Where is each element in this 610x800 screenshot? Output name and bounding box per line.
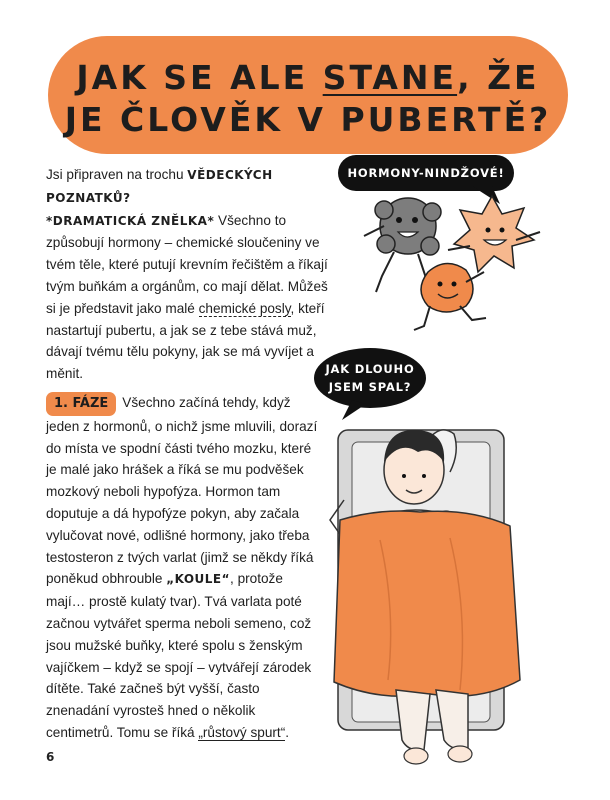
- page-title-line-1: JAK SE ALE STANE, ŽE: [76, 58, 540, 97]
- title-underlined-word: STANE: [322, 58, 458, 97]
- speech-bubble-ninjas-text: HORMONY-NINDŽOVÉ!: [347, 166, 505, 180]
- dashed-term: chemické posly: [198, 300, 291, 316]
- page-title-line-2: JE ČLOVĚK V PUBERTĚ?: [64, 100, 552, 139]
- speech-bubble-sleep-line-1: JAK DLOUHO: [325, 362, 415, 376]
- page-number: 6: [46, 750, 55, 764]
- orange-star-hormone-illustration: [448, 196, 540, 272]
- speech-bubble-sleep-line-2: JSEM SPAL?: [328, 380, 412, 394]
- underlined-term: „růstový spurt“: [198, 724, 286, 740]
- orange-blanket-illustration: [334, 511, 520, 696]
- intro-paragraph: Jsi připraven na trochu VĚDECKÝCH POZNATKŮ? *DRAMATICKÁ ZNĚLKA* Všechno to způsobují hormony – chemické sloučeniny ve tvém těle, které putují krevním řečištěm a říkají tvým buňkám a orgánům, co mají dělat. Můžeš si je představit jako malé chemické posly, kteří nastartují pubertu, a jak se z tebe stává muž, dávají tvému tělu pokyny, jak se má vyvíjet a měnit.: [46, 167, 328, 382]
- phase-badge: 1. FÁZE: [46, 392, 116, 416]
- phase-1-paragraph: 1. FÁZE Všechno začíná tehdy, když jeden z hormonů, o nichž jsme mluvili, dorazí do místa ve spodní části tvého mozku, které je malé jako hrášek a říká se mu podvěšek mozkový neboli hypofýza. Hormon tam doputuje a dá hypofýze pokyn, aby začala vylučovat nové, odlišné hormony, jako třeba testosteron z tvých varlat (jimž se někdy říká poněkud obhrouble „KOULE“, protože mají… prostě kulatý tvar). Tvá varlata poté začnou vytvářet sperma neboli semeno, což jsou mužské buňky, které spolu s ženským vajíčkem – když se spojí – vytvářejí zárodek dítěte. Také začneš být vyšší, často znenadání vyrosteš hned o několik centimetrů. Tomu se říká „růstový spurt“.: [46, 392, 321, 744]
